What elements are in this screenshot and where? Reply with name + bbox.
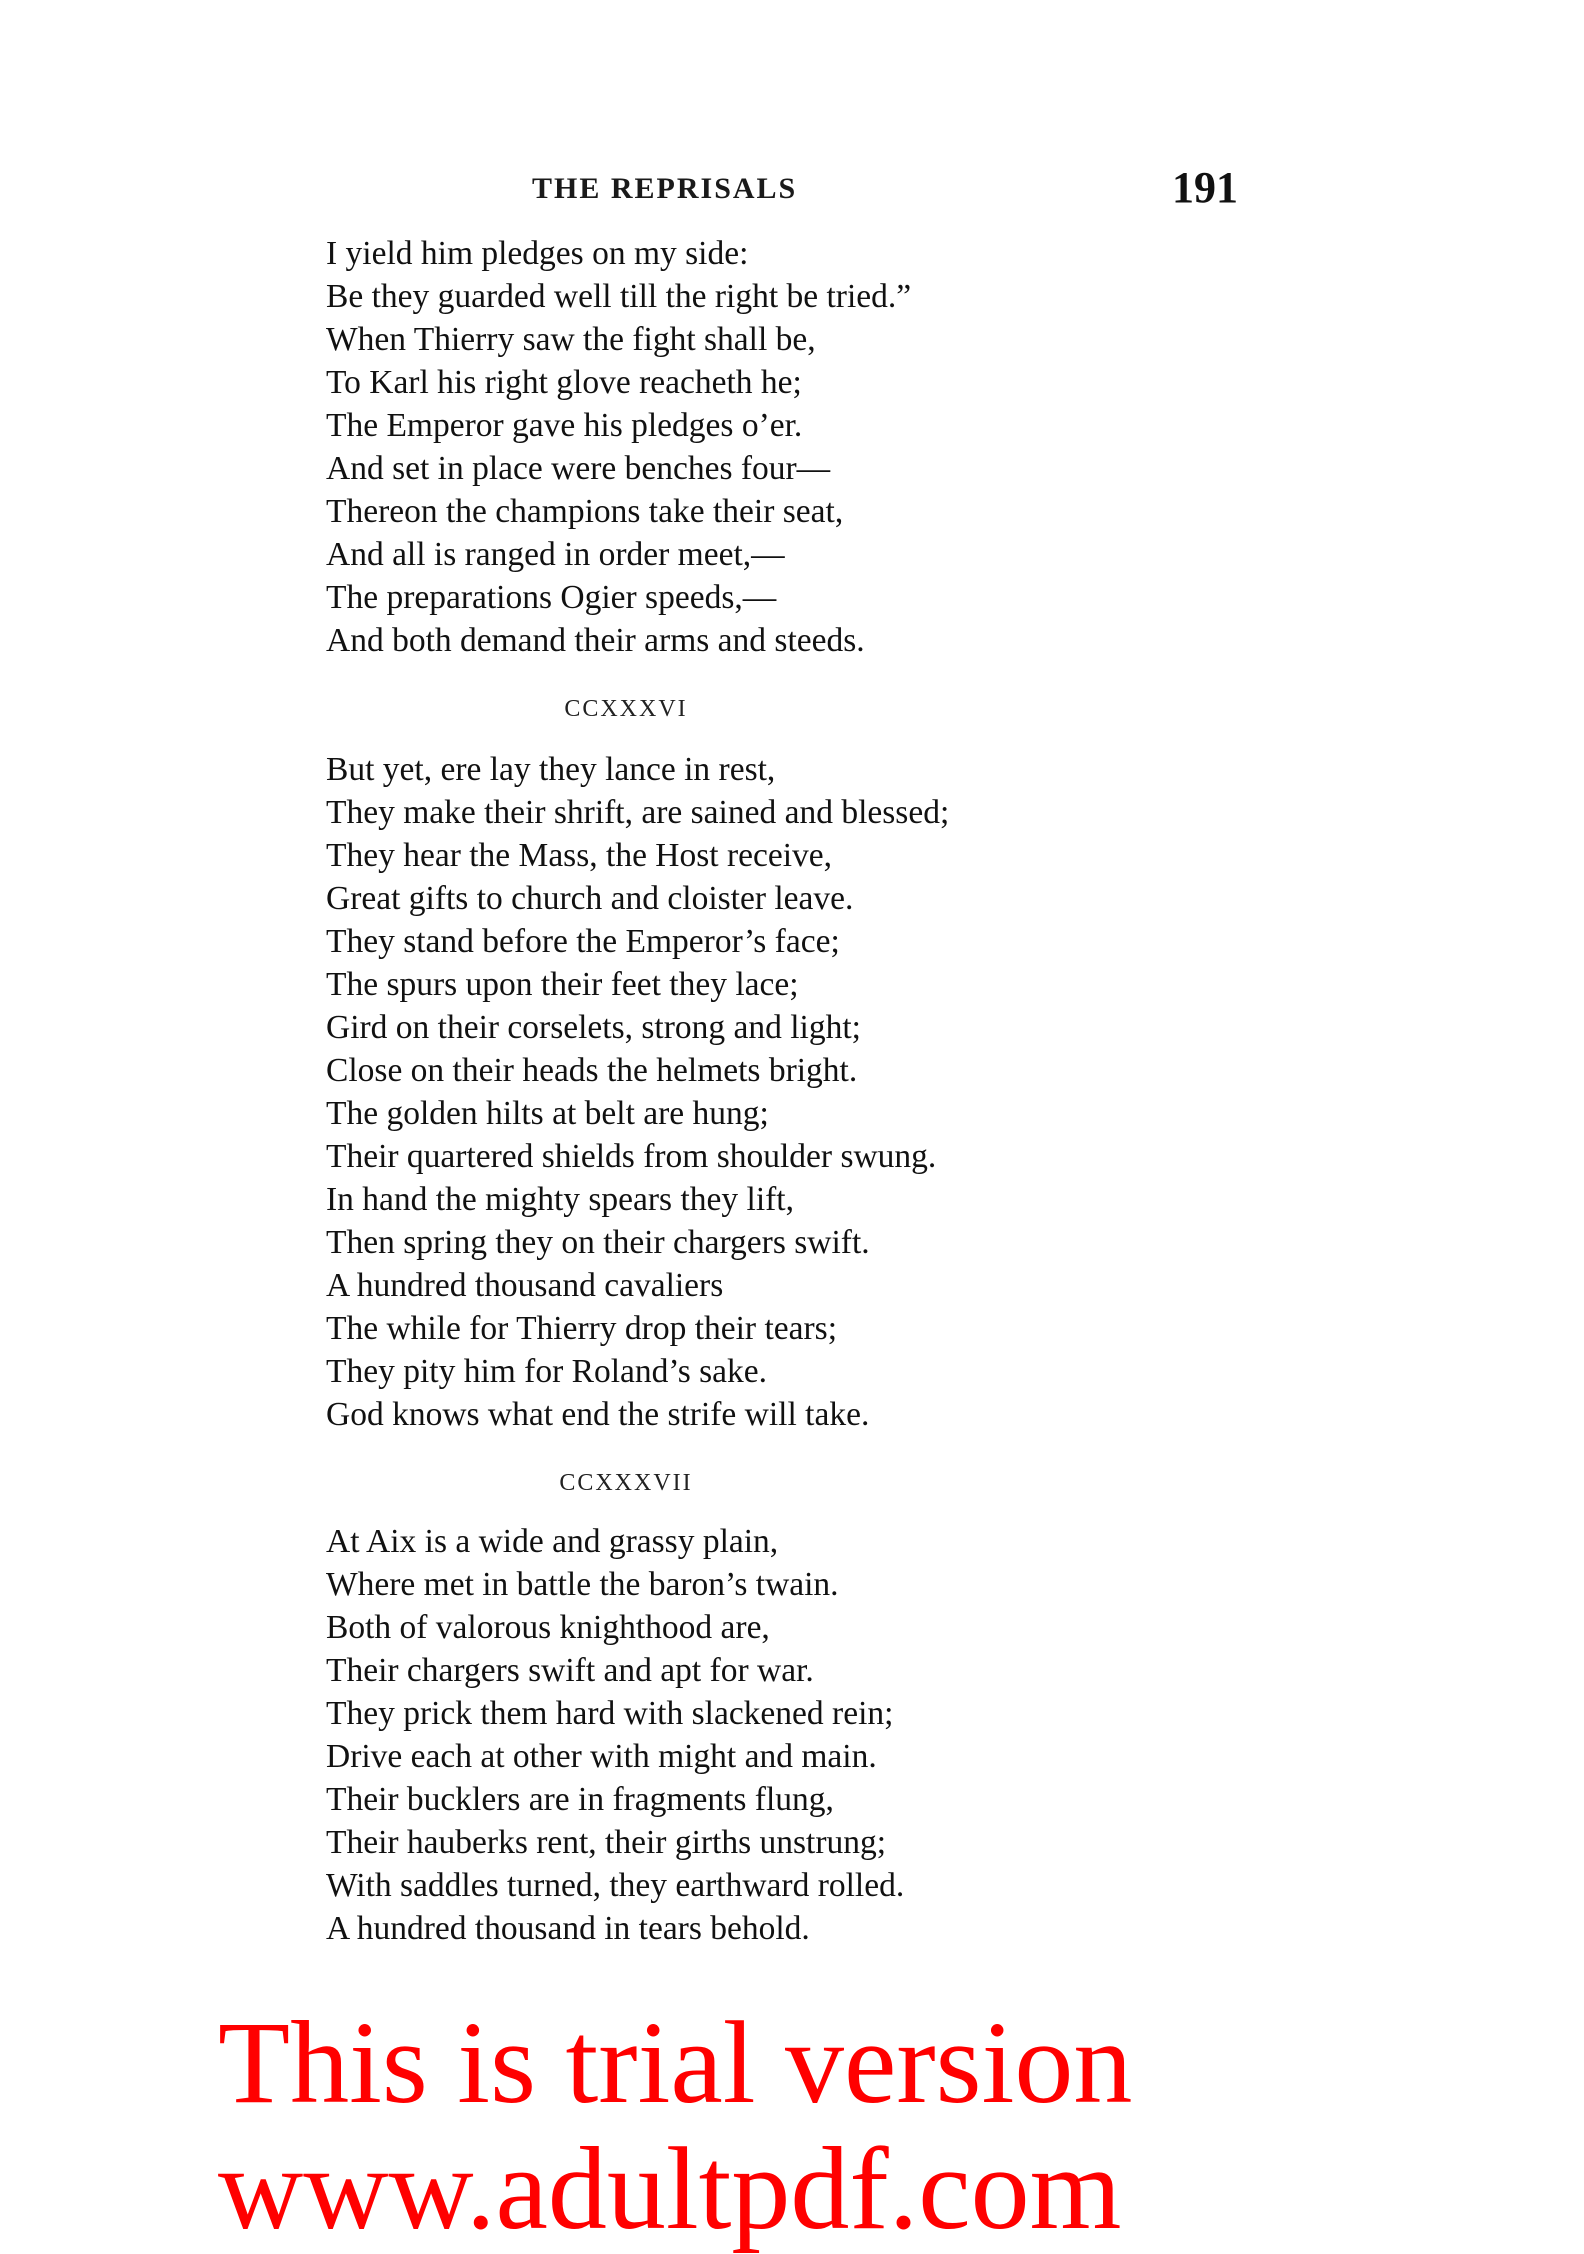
verse-line: The spurs upon their feet they lace; bbox=[326, 966, 799, 1003]
stanza-heading: CCXXXVII bbox=[559, 1470, 693, 1496]
verse-line: The preparations Ogier speeds,— bbox=[326, 579, 777, 616]
verse-line: They prick them hard with slackened rein; bbox=[326, 1695, 894, 1732]
verse-line: They pity him for Roland’s sake. bbox=[326, 1353, 768, 1390]
verse-line: Thereon the champions take their seat, bbox=[326, 493, 844, 530]
running-title: THE REPRISALS bbox=[532, 172, 798, 205]
verse-line: They stand before the Emperor’s face; bbox=[326, 923, 840, 960]
verse-line: But yet, ere lay they lance in rest, bbox=[326, 751, 776, 788]
stanza-heading: CCXXXVI bbox=[564, 696, 688, 722]
verse-line: When Thierry saw the fight shall be, bbox=[326, 321, 816, 358]
verse-line: Drive each at other with might and main. bbox=[326, 1738, 877, 1775]
verse-line: With saddles turned, they earthward rolled. bbox=[326, 1867, 905, 1904]
verse-line: At Aix is a wide and grassy plain, bbox=[326, 1523, 779, 1560]
watermark-line-2: www.adultpdf.com bbox=[218, 2123, 1122, 2254]
stanza-2 bbox=[326, 748, 1126, 1436]
verse-line: A hundred thousand in tears behold. bbox=[326, 1910, 810, 1947]
verse-line: Their bucklers are in fragments flung, bbox=[326, 1781, 834, 1818]
verse-line: Close on their heads the helmets bright. bbox=[326, 1052, 858, 1089]
verse-line: Then spring they on their chargers swift. bbox=[326, 1224, 870, 1261]
verse-line: Their quartered shields from shoulder swung. bbox=[326, 1138, 937, 1175]
verse-line: And all is ranged in order meet,— bbox=[326, 536, 785, 573]
verse-line: God knows what end the strife will take. bbox=[326, 1396, 870, 1433]
verse-line: Gird on their corselets, strong and light; bbox=[326, 1009, 861, 1046]
verse-line: Both of valorous knighthood are, bbox=[326, 1609, 770, 1646]
watermark-line-1: This is trial version bbox=[218, 1997, 1133, 2128]
verse-line: A hundred thousand cavaliers bbox=[326, 1267, 724, 1304]
verse-line: Be they guarded well till the right be tried.” bbox=[326, 278, 912, 315]
verse-line: Where met in battle the baron’s twain. bbox=[326, 1566, 839, 1603]
verse-line: Great gifts to church and cloister leave. bbox=[326, 880, 854, 917]
verse-line: They hear the Mass, the Host receive, bbox=[326, 837, 833, 874]
page-number: 191 bbox=[1172, 163, 1238, 212]
verse-line: The golden hilts at belt are hung; bbox=[326, 1095, 769, 1132]
verse-line: And both demand their arms and steeds. bbox=[326, 622, 865, 659]
verse-line: Their hauberks rent, their girths unstrung; bbox=[326, 1824, 887, 1861]
verse-line: The while for Thierry drop their tears; bbox=[326, 1310, 838, 1347]
verse-line: The Emperor gave his pledges o’er. bbox=[326, 407, 803, 444]
verse-line: Their chargers swift and apt for war. bbox=[326, 1652, 814, 1689]
verse-line: To Karl his right glove reacheth he; bbox=[326, 364, 802, 401]
verse-line: They make their shrift, are sained and blessed; bbox=[326, 794, 950, 831]
stanza-3 bbox=[326, 1520, 1126, 1950]
stanza-1 bbox=[326, 232, 1126, 662]
verse-line: And set in place were benches four— bbox=[326, 450, 831, 487]
verse-line: In hand the mighty spears they lift, bbox=[326, 1181, 794, 1218]
verse-line: I yield him pledges on my side: bbox=[326, 235, 749, 272]
